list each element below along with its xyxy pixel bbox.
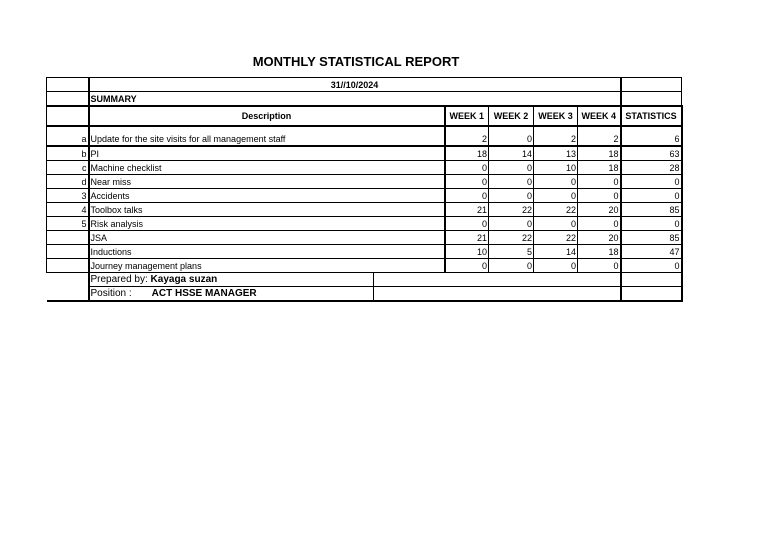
- week3-value[interactable]: 0: [534, 259, 578, 273]
- statistics-value[interactable]: 47: [621, 245, 682, 259]
- week2-value[interactable]: 0: [489, 126, 534, 146]
- cell[interactable]: [374, 287, 621, 302]
- statistics-value[interactable]: 63: [621, 146, 682, 161]
- week3-value[interactable]: 13: [534, 146, 578, 161]
- week4-value[interactable]: 0: [578, 259, 621, 273]
- statistics-value[interactable]: 6: [621, 126, 682, 146]
- week1-value[interactable]: 21: [445, 203, 489, 217]
- row-label[interactable]: [47, 231, 89, 245]
- statistics-value[interactable]: 28: [621, 161, 682, 175]
- header-week3[interactable]: WEEK 3: [534, 106, 578, 126]
- week3-value[interactable]: 22: [534, 203, 578, 217]
- week1-value[interactable]: 0: [445, 217, 489, 231]
- cell[interactable]: [621, 273, 682, 287]
- statistics-value[interactable]: 85: [621, 203, 682, 217]
- cell[interactable]: [374, 273, 621, 287]
- row-description[interactable]: Risk analysis: [89, 217, 445, 231]
- table-row: [47, 189, 682, 203]
- row-label[interactable]: d: [47, 175, 89, 189]
- prepared-by-row: [47, 273, 682, 287]
- row-description[interactable]: Accidents: [89, 189, 445, 203]
- week4-value[interactable]: 18: [578, 146, 621, 161]
- position-row: [47, 287, 682, 302]
- statistics-value[interactable]: 0: [621, 175, 682, 189]
- cell[interactable]: [621, 92, 682, 107]
- week4-value[interactable]: 18: [578, 245, 621, 259]
- header-week4[interactable]: WEEK 4: [578, 106, 621, 126]
- header-statistics[interactable]: STATISTICS: [621, 106, 682, 126]
- row-label[interactable]: a: [47, 126, 89, 146]
- table-row: [47, 231, 682, 245]
- week1-value[interactable]: 0: [445, 161, 489, 175]
- row-description[interactable]: Near miss: [89, 175, 445, 189]
- week4-value[interactable]: 2: [578, 126, 621, 146]
- table-row: [47, 203, 682, 217]
- week3-value[interactable]: 10: [534, 161, 578, 175]
- row-description[interactable]: Machine checklist: [89, 161, 445, 175]
- week2-value[interactable]: 0: [489, 259, 534, 273]
- header-week1[interactable]: WEEK 1: [445, 106, 489, 126]
- week3-value[interactable]: 0: [534, 217, 578, 231]
- week4-value[interactable]: 0: [578, 175, 621, 189]
- cell[interactable]: [621, 287, 682, 302]
- week1-value[interactable]: 2: [445, 126, 489, 146]
- row-description[interactable]: Update for the site visits for all management staff: [89, 126, 445, 146]
- cell: [47, 273, 89, 287]
- row-description[interactable]: JSA: [89, 231, 445, 245]
- row-label[interactable]: 5: [47, 217, 89, 231]
- header-week2[interactable]: WEEK 2: [489, 106, 534, 126]
- week1-value[interactable]: 18: [445, 146, 489, 161]
- row-label[interactable]: b: [47, 146, 89, 161]
- statistics-value[interactable]: 0: [621, 217, 682, 231]
- cell[interactable]: [621, 78, 682, 92]
- table-row: [47, 161, 682, 175]
- report-title: MONTHLY STATISTICAL REPORT: [252, 54, 460, 69]
- position-value: ACT HSSE MANAGER: [151, 288, 257, 299]
- row-description[interactable]: Inductions: [89, 245, 445, 259]
- row-description[interactable]: Toolbox talks: [89, 203, 445, 217]
- week2-value[interactable]: 5: [489, 245, 534, 259]
- week2-value[interactable]: 0: [489, 161, 534, 175]
- table-row: [47, 217, 682, 231]
- week3-value[interactable]: 22: [534, 231, 578, 245]
- table-row: [47, 175, 682, 189]
- week4-value[interactable]: 20: [578, 231, 621, 245]
- statistics-value[interactable]: 0: [621, 259, 682, 273]
- summary-label[interactable]: SUMMARY: [89, 92, 621, 107]
- cell[interactable]: [47, 78, 89, 92]
- week3-value[interactable]: 14: [534, 245, 578, 259]
- week2-value[interactable]: 22: [489, 203, 534, 217]
- header-row: [47, 106, 682, 126]
- statistics-value[interactable]: 0: [621, 189, 682, 203]
- week1-value[interactable]: 10: [445, 245, 489, 259]
- week4-value[interactable]: 20: [578, 203, 621, 217]
- week2-value[interactable]: 0: [489, 189, 534, 203]
- table-row: [47, 146, 682, 161]
- cell[interactable]: [47, 106, 89, 126]
- week2-value[interactable]: 0: [489, 175, 534, 189]
- week1-value[interactable]: 0: [445, 175, 489, 189]
- statistics-value[interactable]: 85: [621, 231, 682, 245]
- prepared-by-name: Kayaga suzan: [150, 274, 218, 285]
- table-row: [47, 259, 682, 273]
- week2-value[interactable]: 22: [489, 231, 534, 245]
- header-description[interactable]: Description: [89, 106, 445, 126]
- week3-value[interactable]: 0: [534, 189, 578, 203]
- week4-value[interactable]: 0: [578, 217, 621, 231]
- table-row: [47, 126, 682, 146]
- week2-value[interactable]: 0: [489, 217, 534, 231]
- row-label[interactable]: [47, 245, 89, 259]
- week4-value[interactable]: 0: [578, 189, 621, 203]
- prepared-by-label: Prepared by:: [90, 274, 148, 285]
- data-rows: [47, 126, 682, 273]
- position-cell[interactable]: [89, 287, 374, 302]
- cell[interactable]: [47, 92, 89, 107]
- week2-value[interactable]: 14: [489, 146, 534, 161]
- week1-value[interactable]: 21: [445, 231, 489, 245]
- week1-value[interactable]: 0: [445, 189, 489, 203]
- week3-value[interactable]: 0: [534, 175, 578, 189]
- week1-value[interactable]: 0: [445, 259, 489, 273]
- week4-value[interactable]: 18: [578, 161, 621, 175]
- row-description[interactable]: Journey management plans: [89, 259, 445, 273]
- summary-row: [47, 92, 682, 107]
- row-description[interactable]: PI: [89, 146, 445, 161]
- position-label: Position :: [90, 288, 132, 299]
- row-label[interactable]: 3: [47, 189, 89, 203]
- report-date[interactable]: 31//10/2024: [89, 78, 621, 92]
- date-row: [47, 78, 682, 92]
- row-label[interactable]: 4: [47, 203, 89, 217]
- cell: [47, 287, 89, 302]
- row-label[interactable]: [47, 259, 89, 273]
- row-label[interactable]: c: [47, 161, 89, 175]
- prepared-by-cell[interactable]: [89, 273, 374, 287]
- table-row: [47, 245, 682, 259]
- report-table: [46, 77, 683, 302]
- week3-value[interactable]: 2: [534, 126, 578, 146]
